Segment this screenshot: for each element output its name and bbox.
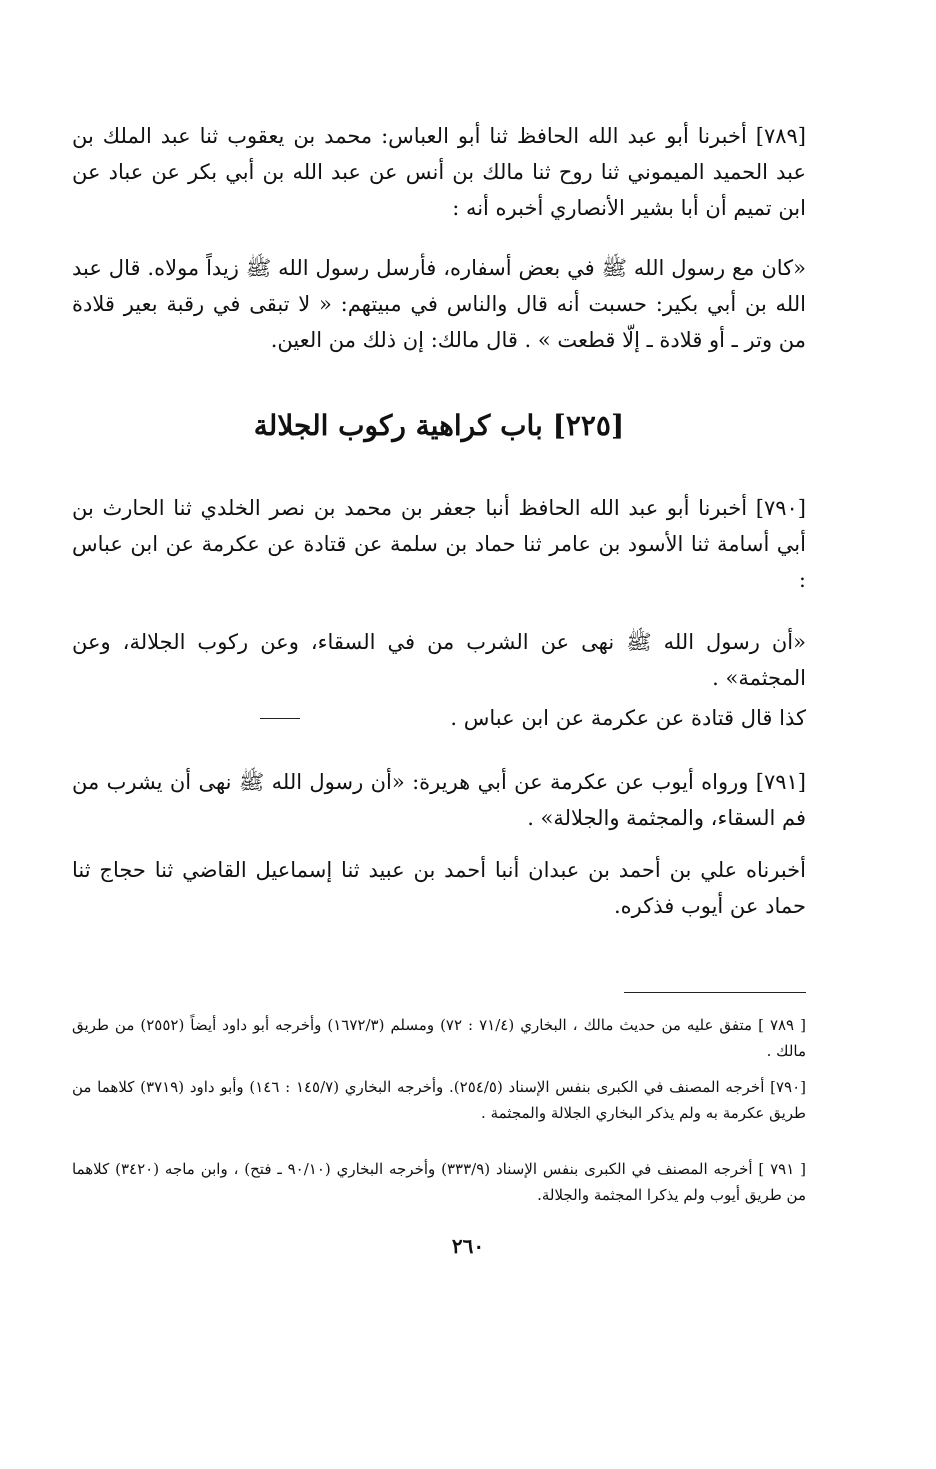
hadith-789-matn: «كان مع رسول الله ﷺ في بعض أسفاره، فأرسل رسول الله ﷺ زيداً مولاه. قال عبد الله بن أبي بكير: حسبت أنه قال والناس في مبيتهم: « لا تبقى في رقبة بعير قلادة من وتر ـ أو قلادة ـ إلّا قطعت » . قال مالك: إن ذلك من العين.	[72, 256, 806, 352]
footnote-separator	[624, 992, 806, 993]
hadith-791-chain: أخبرناه علي بن أحمد بن عبدان أنبا أحمد بن عبيد ثنا إسماعيل القاضي ثنا حجاج ثنا حماد عن أيوب فذكره.	[72, 858, 806, 918]
footnote-791: [ ٧٩١ ] أخرجه المصنف في الكبرى بنفس الإسناد (٣٣٣/٩) وأخرجه البخاري (٩٠/١٠ ـ فتح) ، وابن ماجه (٣٤٢٠) كلاهما من طريق أيوب ولم يذكرا المجثمة والجلالة.	[72, 1160, 806, 1204]
footnote-790: [٧٩٠] أخرجه المصنف في الكبرى بنفس الإسناد (٢٥٤/٥). وأخرجه البخاري (١٤٥/٧ : ١٤٦) وأبو داود (٣٧١٩) كلاهما من طريق عكرمة به ولم يذكر البخاري الجلالة والمجثمة .	[72, 1078, 806, 1122]
short-rule	[260, 718, 300, 719]
footnote-789: [ ٧٨٩ ] متفق عليه من حديث مالك ، البخاري (٧١/٤ : ٧٢) ومسلم (١٦٧٢/٣) وأخرجه أبو داود أيضاً (٢٥٥٢) من طريق مالك .	[72, 1016, 806, 1060]
hadith-790-isnad: [٧٩٠] أخبرنا أبو عبد الله الحافظ أنبا جعفر بن محمد بن نصر الخلدي ثنا الحارث بن أبي أسامة ثنا الأسود بن عامر ثنا حماد بن سلمة عن قتادة عن عكرمة عن ابن عباس :	[72, 496, 806, 592]
hadith-790-matn: «أن رسول الله ﷺ نهى عن الشرب من في السقاء، وعن ركوب الجلالة، وعن المجثمة» .	[72, 630, 806, 690]
hadith-791: [٧٩١] ورواه أيوب عن عكرمة عن أبي هريرة: «أن رسول الله ﷺ نهى أن يشرب من فم السقاء، والمجثمة والجلالة» .	[72, 770, 806, 830]
page-number: ٢٦٠	[451, 1234, 485, 1258]
hadith-790-note: كذا قال قتادة عن عكرمة عن ابن عباس .	[450, 706, 806, 730]
chapter-heading: [٢٢٥] باب كراهية ركوب الجلالة	[253, 409, 625, 442]
hadith-789-isnad: [٧٨٩] أخبرنا أبو عبد الله الحافظ ثنا أبو العباس: محمد بن يعقوب ثنا عبد الملك بن عبد الحميد الميموني ثنا روح ثنا مالك بن أنس عن عبد الله بن أبي بكر عن عباد عن ابن تميم أن أبا بشير الأنصاري أخبره أنه :	[72, 124, 806, 220]
